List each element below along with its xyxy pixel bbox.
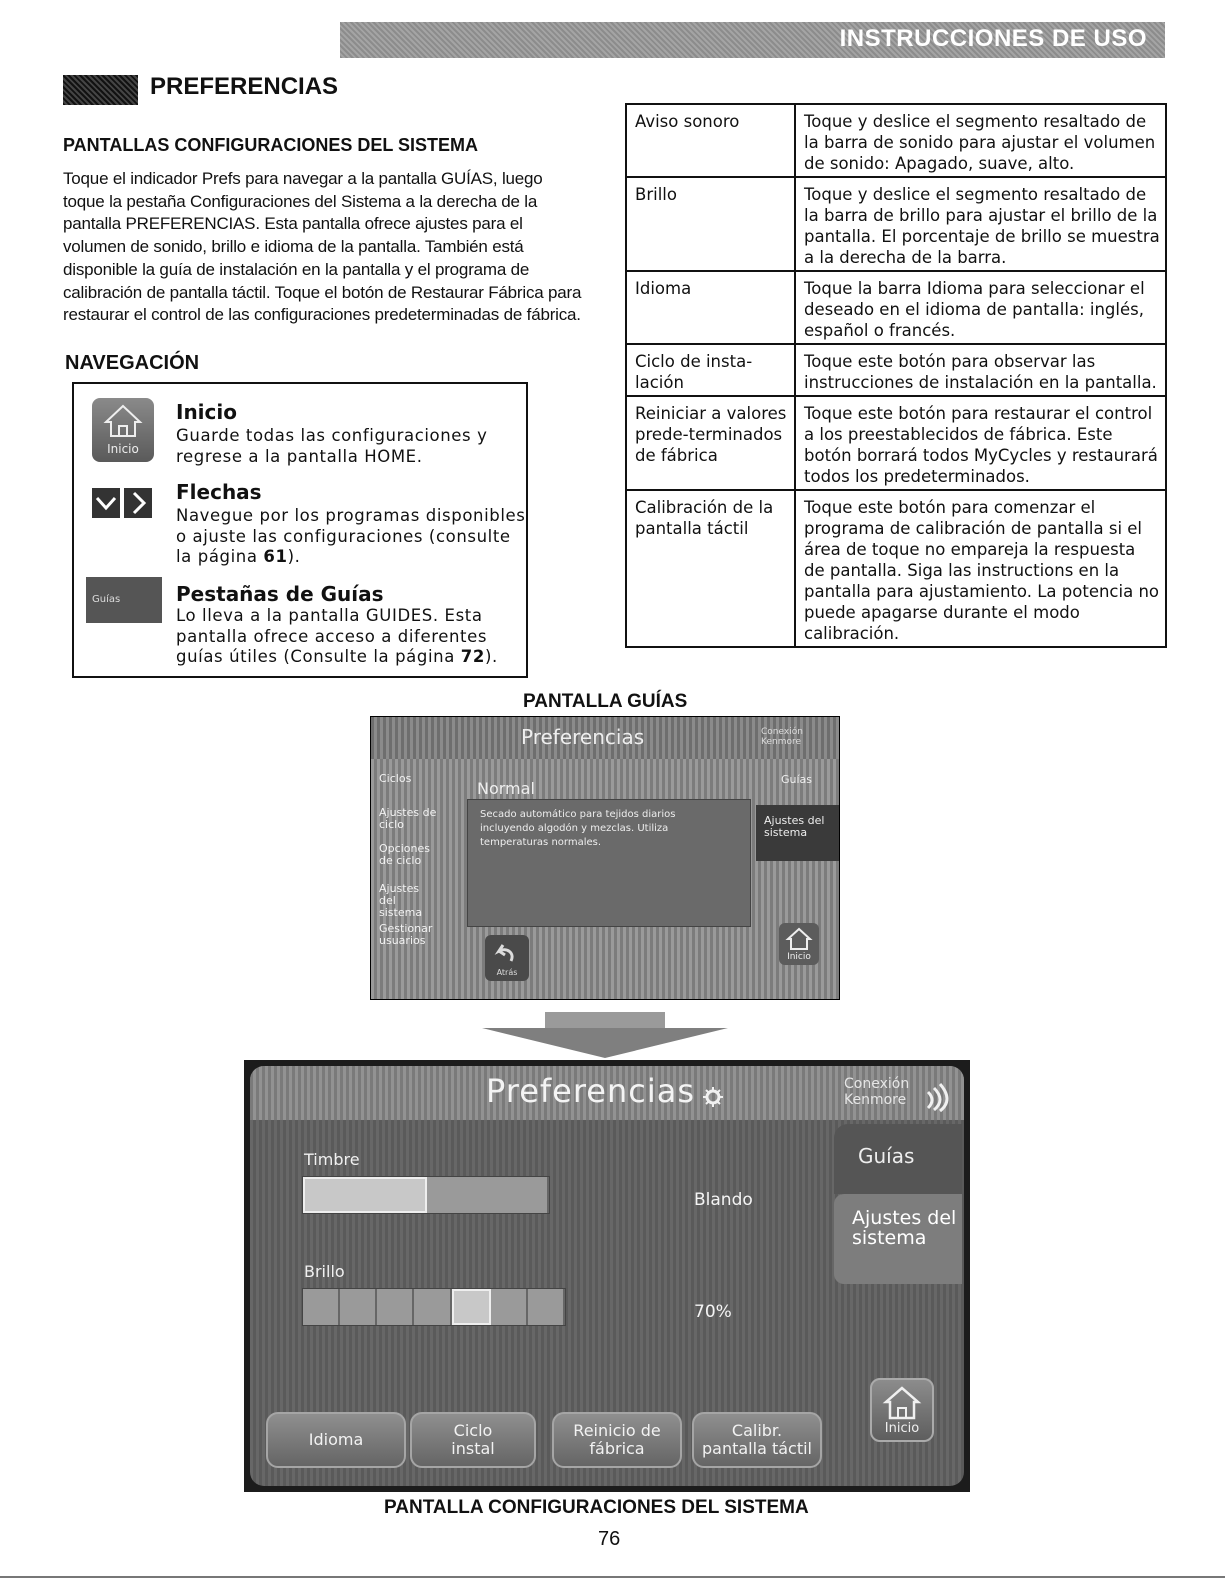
guias-screen-caption: PANTALLA GUÍAS (523, 691, 688, 712)
tab-guias-label: Guías (858, 1144, 915, 1168)
sidebar-item-opciones-ciclo[interactable]: Opciones de ciclo (379, 842, 430, 867)
calibr-pantalla-button[interactable]: Calibr. pantalla táctil (692, 1412, 822, 1468)
sidebar-item-ajustes-sistema[interactable]: Ajustes del sistema (379, 882, 423, 919)
timbre-slider[interactable] (302, 1176, 550, 1214)
brillo-segment[interactable] (528, 1289, 565, 1325)
chevron-right-icon (124, 488, 152, 518)
chevron-down-icon (92, 488, 120, 518)
table-value-cell: Toque y deslice el segmento resaltado de la barra de brillo para ajustar el brillo de la pantalla. El porcentaje de brillo se muestra a la derecha de la barra. (795, 177, 1166, 271)
wifi-icon (922, 1082, 950, 1112)
home-icon-label: Inicio (107, 442, 139, 456)
brillo-segment[interactable] (303, 1289, 340, 1325)
nav-flechas-desc: Navegue por los programas disponibles o ajuste las configuraciones (consulte la página 61). (176, 506, 526, 566)
settings-screen (244, 1060, 970, 1492)
table-key-cell: Ciclo de insta-lación (626, 344, 795, 396)
subsection-title: PANTALLAS CONFIGURACIONES DEL SISTEMA (63, 135, 479, 155)
table-value-cell: Toque este botón para observar las instrucciones de instalación en la pantalla. (795, 344, 1166, 396)
settings-reference-table (625, 103, 1167, 648)
connection-status: Conexión Kenmore (761, 727, 803, 747)
connection-status: Conexión Kenmore (844, 1076, 910, 1108)
timbre-value: Blando (694, 1190, 753, 1210)
guias-screen-title: Preferencias (521, 725, 645, 749)
section-marker (63, 75, 138, 105)
tab-ajustes-sistema-label: Ajustes del sistema (852, 1207, 957, 1249)
back-button-label: Atrás (496, 968, 518, 977)
brillo-segment[interactable] (452, 1289, 491, 1325)
sidebar-item-ajustes-ciclo[interactable]: Ajustes de ciclo (379, 806, 437, 831)
brillo-segment[interactable] (377, 1289, 414, 1325)
table-value-cell: Toque y deslice el segmento resaltado de la barra de sonido para ajustar el volumen de sonido: Apagado, suave, alto. (795, 104, 1166, 177)
table-row (626, 104, 1166, 177)
table-row (626, 490, 1166, 647)
tab-ajustes-sistema[interactable] (834, 1194, 962, 1284)
table-row (626, 177, 1166, 271)
brillo-label: Brillo (304, 1262, 345, 1281)
ciclo-instal-button[interactable]: Ciclo instal (410, 1412, 536, 1468)
table-key-cell: Idioma (626, 271, 795, 344)
page-number: 76 (598, 1528, 621, 1550)
brillo-segment[interactable] (414, 1289, 451, 1325)
table-value-cell: Toque este botón para restaurar el control a los preestablecidos de fábrica. Este botón borrará todos MyCycles y restaurará todos los predeterminados. (795, 396, 1166, 490)
back-button[interactable] (485, 935, 529, 981)
nav-inicio-title: Inicio (176, 400, 237, 424)
nav-guias-title: Pestañas de Guías (176, 582, 384, 606)
timbre-label: Timbre (304, 1150, 360, 1169)
settings-screen-title: Preferencias (486, 1072, 696, 1110)
guide-panel-text: Secado automático para tejidos diarios incluyendo algodón y mezclas. Utiliza temperaturas normales. (480, 809, 676, 848)
brillo-value: 70% (694, 1302, 732, 1322)
brillo-segment[interactable] (491, 1289, 528, 1325)
sidebar-item-ciclos[interactable]: Ciclos (379, 772, 412, 785)
footer-divider (0, 1576, 1225, 1578)
guias-screen (370, 716, 840, 1000)
table-row (626, 344, 1166, 396)
table-row (626, 271, 1166, 344)
nav-guias-desc: Lo lleva a la pantalla GUIDES. Esta pantalla ofrece acceso a diferentes guías útiles (Consulte la página 72). (176, 606, 498, 666)
navigation-box (72, 382, 528, 678)
intro-paragraph: Toque el indicador Prefs para navegar a la pantalla GUÍAS, luego toque la pestaña Configuraciones del Sistema a la derecha de la pantalla PREFERENCIAS. Esta pantalla ofrece ajustes para el volumen de sonido, brillo e idioma de la pantalla. También está disponible la guía de instalación en la pantalla y el programa de calibración de pantalla táctil. Toque el botón de Restaurar Fábrica para restaurar el control de las configuraciones predeterminadas de fábrica. (63, 169, 582, 325)
settings-screen-caption: PANTALLA CONFIGURACIONES DEL SISTEMA (384, 1497, 809, 1518)
home-button-label: Inicio (787, 952, 811, 962)
arrow-down-icon (482, 1012, 728, 1058)
reinicio-fabrica-button[interactable]: Reinicio de fábrica (552, 1412, 682, 1468)
tab-ajustes-sistema-label: Ajustes del sistema (764, 814, 825, 839)
table-key-cell: Brillo (626, 177, 795, 271)
gear-icon (702, 1086, 724, 1108)
home-button[interactable] (870, 1378, 934, 1442)
brillo-segment[interactable] (340, 1289, 377, 1325)
home-button[interactable] (779, 923, 819, 965)
timbre-segment[interactable] (303, 1177, 427, 1213)
timbre-segment[interactable] (427, 1177, 549, 1213)
cycle-name: Normal (477, 779, 535, 798)
table-key-cell: Calibración de la pantalla táctil (626, 490, 795, 647)
tab-ajustes-sistema[interactable] (756, 805, 840, 861)
table-key-cell: Reiniciar a valores prede-terminados de fábrica (626, 396, 795, 490)
section-title: PREFERENCIAS (150, 73, 339, 100)
home-button-label: Inicio (884, 1421, 920, 1436)
table-value-cell: Toque este botón para comenzar el programa de calibración de pantalla si el área de toque no empareja la respuesta de pantalla. Siga las instructions en la pantalla para ajustamiento. La potencia no puede apagarse durante el modo calibración. (795, 490, 1166, 647)
home-icon (92, 398, 154, 462)
table-value-cell: Toque la barra Idioma para seleccionar el deseado en el idioma de pantalla: inglés, español o francés. (795, 271, 1166, 344)
tab-guias[interactable]: Guías (781, 773, 813, 786)
banner-text: INSTRUCCIONES DE USO (839, 25, 1147, 52)
brillo-slider[interactable] (302, 1288, 566, 1326)
table-row (626, 396, 1166, 490)
nav-inicio-desc: Guarde todas las configuraciones y regrese a la pantalla HOME. (176, 426, 488, 466)
guias-tab-icon-label: Guías (92, 594, 121, 605)
nav-flechas-title: Flechas (176, 480, 262, 504)
header-banner (340, 22, 1165, 58)
sidebar-item-gestionar-usuarios[interactable]: Gestionar usuarios (379, 922, 433, 947)
tab-guias[interactable] (834, 1124, 962, 1194)
guias-tab-icon (86, 577, 162, 623)
table-key-cell: Aviso sonoro (626, 104, 795, 177)
navigation-heading: NAVEGACIÓN (65, 352, 200, 374)
idioma-button[interactable]: Idioma (266, 1412, 406, 1468)
guide-panel (467, 799, 751, 927)
